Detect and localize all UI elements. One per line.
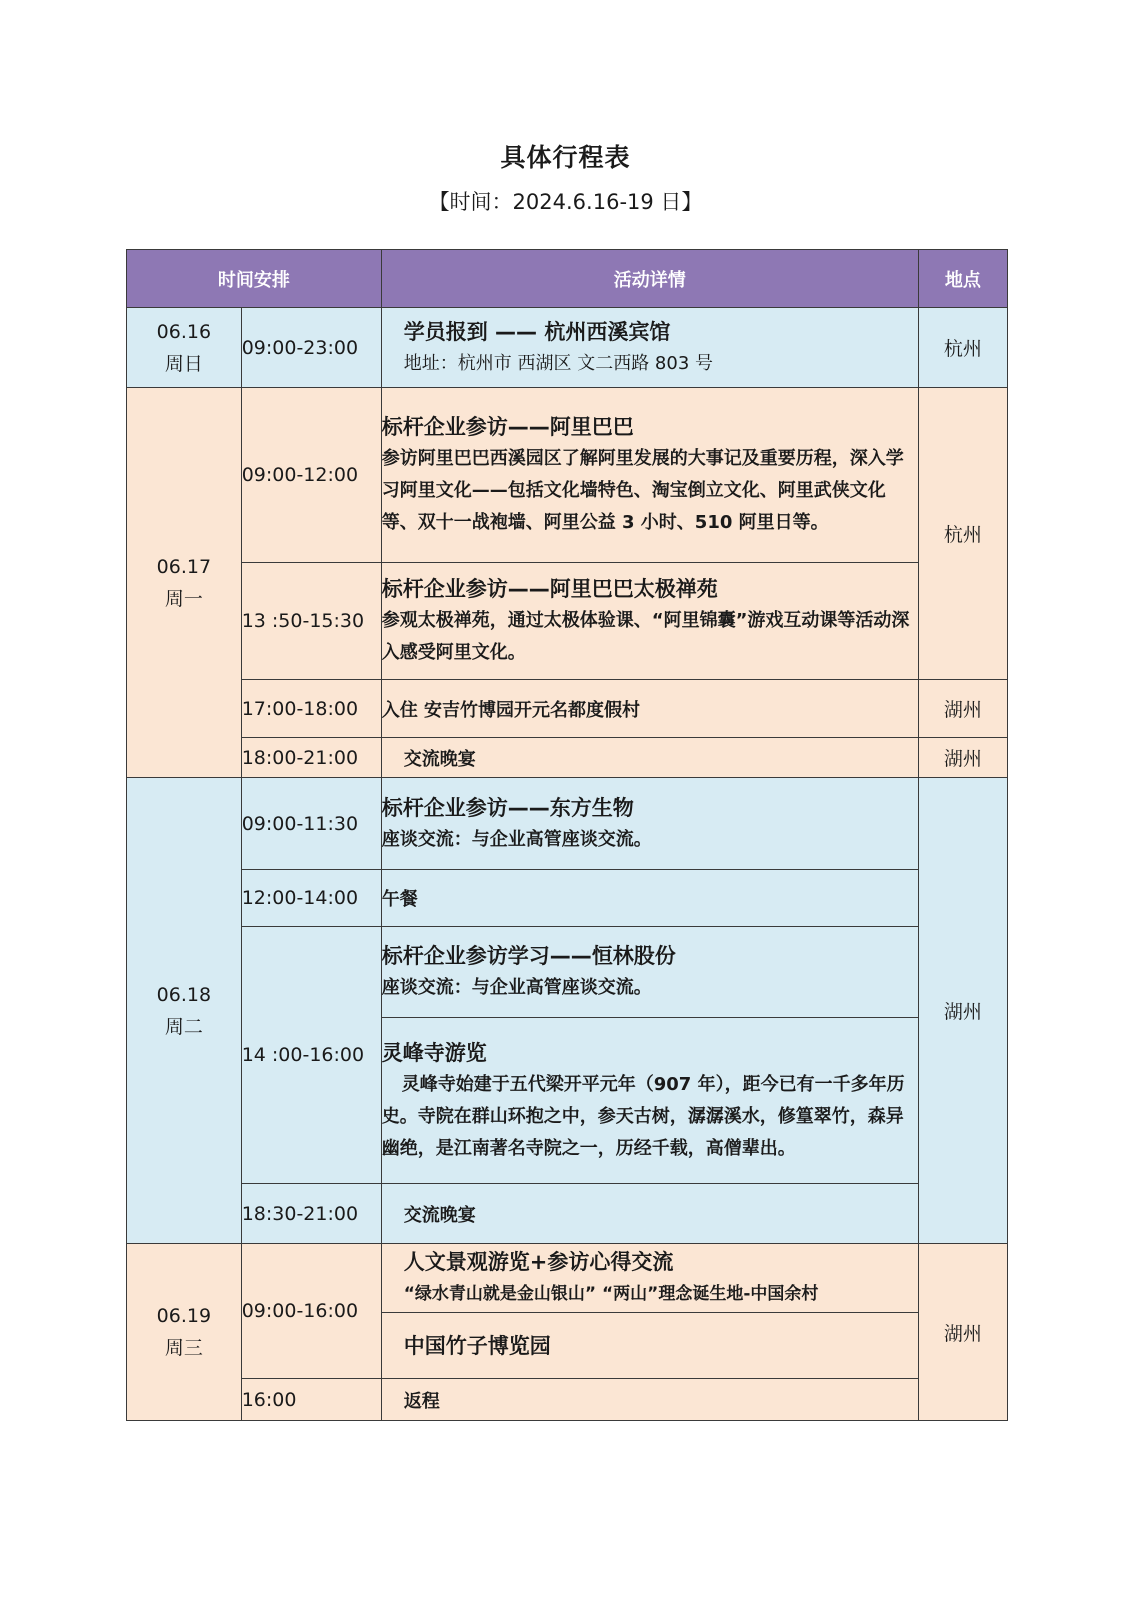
event-address: 地址：杭州市 西湖区 文二西路 803 号 <box>403 352 713 374</box>
time-cell: 12:00-14:00 <box>241 870 381 927</box>
detail-cell <box>381 563 918 680</box>
event-title: 返程 <box>403 1390 440 1412</box>
weekday: 周一 <box>164 587 203 610</box>
table-row <box>127 927 1008 1018</box>
table-row <box>127 738 1008 778</box>
table-row <box>127 778 1008 870</box>
detail-cell <box>381 1018 918 1184</box>
table-row <box>127 388 1008 563</box>
detail-cell: 入住 安吉竹博园开元名都度假村 <box>381 680 918 738</box>
event-title: 交流晚宴 <box>403 1204 476 1226</box>
detail-cell <box>381 1244 918 1313</box>
detail-cell <box>381 927 918 1018</box>
event-title: 中国竹子博览园 <box>403 1333 551 1358</box>
event-desc: “绿水青山就是金山银山” “两山”理念诞生地-中国余村 <box>403 1284 819 1304</box>
event-title: 标杆企业参访——阿里巴巴 <box>381 415 634 439</box>
event-title: 标杆企业参访——东方生物 <box>381 795 634 820</box>
page-subtitle: 【时间：2024.6.16-19 日】 <box>428 190 703 214</box>
time-cell: 09:00-23:00 <box>241 308 381 388</box>
header-location: 地点 <box>918 250 1007 308</box>
location-cell: 杭州 <box>918 388 1007 680</box>
location-cell: 湖州 <box>918 778 1007 1244</box>
detail-cell <box>381 738 918 778</box>
page-title: 具体行程表 <box>500 143 631 172</box>
time-cell: 09:00-16:00 <box>241 1244 381 1379</box>
header-row <box>127 250 1008 308</box>
event-desc: 座谈交流：与企业高管座谈交流。 <box>381 828 652 850</box>
date-cell <box>127 778 242 1244</box>
event-title: 人文景观游览+参访心得交流 <box>403 1250 674 1274</box>
weekday: 周三 <box>164 1337 203 1359</box>
event-title: 标杆企业参访——阿里巴巴太极禅苑 <box>381 577 718 601</box>
detail-cell <box>381 1184 918 1244</box>
date-cell <box>127 388 242 778</box>
detail-cell <box>381 1313 918 1379</box>
time-cell: 18:30-21:00 <box>241 1184 381 1244</box>
weekday: 周日 <box>164 352 203 375</box>
weekday: 周二 <box>164 1015 203 1038</box>
event-title: 标杆企业参访学习——恒林股份 <box>381 944 676 968</box>
time-cell: 16:00 <box>241 1379 381 1421</box>
table-row <box>127 680 1008 738</box>
event-title: 学员报到 —— 杭州西溪宾馆 <box>403 319 671 344</box>
detail-cell <box>381 308 918 388</box>
table-row <box>127 1244 1008 1313</box>
time-cell: 14 :00-16:00 <box>241 927 381 1184</box>
schedule-table <box>126 249 1008 1421</box>
header-detail: 活动详情 <box>381 250 918 308</box>
table-row <box>127 1184 1008 1244</box>
date: 06.18 <box>156 983 212 1006</box>
event-desc: 参访阿里巴巴西溪园区了解阿里发展的大事记及重要历程，深入学习阿里文化——包括文化墙特色、淘宝倒立文化、阿里武侠文化等、双十一战袍墙、阿里公益 3 小时、510 阿里日等。 <box>381 448 904 533</box>
time-cell: 09:00-11:30 <box>241 778 381 870</box>
time-cell: 17:00-18:00 <box>241 680 381 738</box>
detail-cell <box>381 388 918 563</box>
header-time: 时间安排 <box>127 250 382 308</box>
date: 06.17 <box>156 555 212 578</box>
detail-cell: 午餐 <box>381 870 918 927</box>
location-cell: 湖州 <box>918 1244 1007 1421</box>
date: 06.16 <box>156 320 212 343</box>
table-row <box>127 1379 1008 1421</box>
event-desc: 座谈交流：与企业高管座谈交流。 <box>381 977 652 998</box>
table-row <box>127 563 1008 680</box>
location-cell: 杭州 <box>918 308 1007 388</box>
date: 06.19 <box>156 1305 212 1327</box>
location-cell: 湖州 <box>918 680 1007 738</box>
date-cell <box>127 308 242 388</box>
detail-cell <box>381 778 918 870</box>
time-cell: 09:00-12:00 <box>241 388 381 563</box>
detail-cell <box>381 1379 918 1421</box>
event-desc: 参观太极禅苑，通过太极体验课、“阿里锦囊”游戏互动课等活动深入感受阿里文化。 <box>381 610 910 663</box>
table-row <box>127 870 1008 927</box>
event-desc: 灵峰寺始建于五代梁开平元年（907 年），距今已有一千多年历史。寺院在群山环抱之中，参天古树，潺潺溪水，修篁翠竹，森异幽绝，是江南著名寺院之一，历经千载，高僧辈出。 <box>381 1073 905 1159</box>
date-cell <box>127 1244 242 1421</box>
time-cell: 18:00-21:00 <box>241 738 381 778</box>
location-cell: 湖州 <box>918 738 1007 778</box>
event-title: 灵峰寺游览 <box>381 1040 487 1065</box>
time-cell: 13 :50-15:30 <box>241 563 381 680</box>
event-title: 交流晚宴 <box>403 748 476 770</box>
table-row <box>127 308 1008 388</box>
